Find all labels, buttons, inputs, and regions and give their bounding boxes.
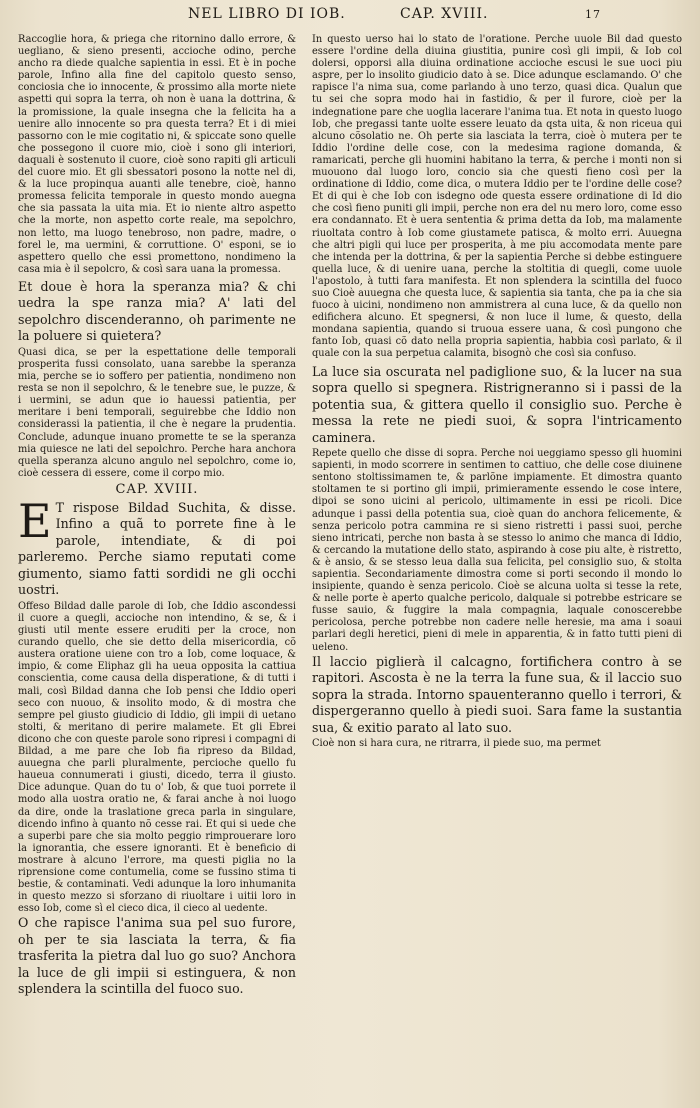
commentary-paragraph: In questo uerso hai lo stato de l'oratione. Perche uuole Bil dad questo essere l'ordine della diuina giustitia, punire così gli impii, & Iob col dolersi, opporsi alla diuina ordinatione accioche escusi le sue uoci piu aspre, per lo insolito giudicio dato à se. Dice adunque esclamando. O' che rapisce l'a nima sua, come parlando à uno terzo, quasi dica. Qualun que tu sei che sopra modo hai in fastidio, & per il furore, cioè per la indegnatione pare che uoglia lacerare l'anima tua. Et nota in questo luogo Iob, che pregassi tante uolte essere leuato da qsta uita, & non riceua qui alcuno cõsolatio ne. Oh perte sia lasciata la terra, cioè ò mutera per te Iddio l'ordine delle cose, con la medesima ragione domanda, & ramaricati, perche gli huomini habitano la terra, & perche i monti non si muouono dal luogo loro, concio sia che questi fieno così per la ordinatione di Iddio, come dica, o mutera Iddio per te l'ordine delle cose? Et di qui è che Iob con isdegno ode questa essere ordinatione di Id dio che così fieno puniti gli impii, perche non era del nu mero loro, come esso era condannato. Et è uera sententia & prima detta da Iob, ma malamente riuoltata contro à Iob come giustamete patisca, & molto erri. Auuegna che altri pigli qui luce per prosperita, à me piu accomodata mente pare che intenda per la dottrina, & per la sapientia Perche si debbe estinguere quella luce, & di uenire uana, perche la stoltitia di quegli, come uuole l'apostolo, à tutti fara manifesta. Et non splendera la scintilla del fuoco suo Cioè auuegna che questa luce, & sapientia sia tanta, che pa ia che sia fuoco à uicini, nondimeno non ammistrera al cuna luce, & da quello non edifichera alcuno. Et spegnersi, & non luce il lume, & questo, della mondana sapientia, quando si truoua essere uana, & così pungono che fanto Iob, quasi cõ dato nella propria sapientia, habbia così parlato, & il quale con la sua perpetua calamita, bisognò che così sia confuso. — [312, 34, 683, 360]
scripture-verse: Il laccio piglierà il calcagno, fortifichera contro à se rapitori. Ascosta è ne la terra la fune sua, & il laccio suo sopra la strada. Intorno spauenteranno quello i terrori, & dispergeranno quello à piedi suoi. Sara fame la sustantia sua, & exitio parato al lato suo. — [312, 653, 682, 735]
folio-number: 17 — [585, 8, 601, 21]
scripture-verse: O che rapisce l'anima sua pel suo furore, oh per te sia lasciata la terra, & fia trasferita la pietra dal luo go suo? Anchora la luce de gli impii si estinguera, & non splendera la scintilla del fuoco suo. — [18, 915, 296, 997]
commentary-paragraph: Raccoglie hora, & priega che ritornino dallo errore, & uegliano, & sieno presenti, accioche odino, perche ancho ra diede qualche sapientia in essi. Et è in poche parole, Infino alla fine del capitolo questo senso, conciosia che io innocente, & prossimo alla morte niete aspetti qui sopra la terra, oh non è uana la dottrina, & la promissione, la quale insegna che la felicita ha a uenire allo innocente so pra questa terra? Et i di miei passorno con le mie cogitatio ni, & spiccate sono quelle che possegono il cuore mio, cioè i sono gli interiori, daquali è sostenuto il cuore, cioè sono rapiti gli articuli del cuore mio. Et gli sbessatori posono la notte nel di, & la luce propinqua auanti alle tenebre, cioè, hanno promessa felicita temporale in questo mondo auegna che sia passata la uita mia. Et io niente altro aspetto che la morte, non aspetto corte reale, ma sepolchro, non letto, ma luogo tenebroso, non padre, madre, o forel le, ma uermini, & corruttione. O' esponi, se io aspettero quello che essi promettono, nondimeno la casa mia è il sepolcro, & così sara uana la promessa. — [18, 34, 296, 275]
left-column — [18, 34, 296, 998]
commentary-paragraph: Cioè non si hara cura, ne ritrarra, il piede suo, ma permet — [312, 738, 601, 750]
right-column — [312, 34, 682, 750]
commentary-paragraph: Repete quello che disse di sopra. Perche noi ueggiamo spesso gli huomini sapienti, in modo scorrere in sentimen to cattiuo, che delle cose diuinene sentono stoltissimamen te, & parlõne impiamente. Et dimostra quanto stoltamen te si portino gli impii, primieramente essendo le cose intere, dipoi se sono uicini al pericolo, ultimamente in essi pe ricoli. Dice adunque i passi della potentia sua, cioè quan do anchora felicemente, & senza pericolo potra cammina re si sieno ristretti i passi suoi, perche sieno intricati, perche non basta à se stesso lo animo che manca di Iddio, & cercando la mutatione dello stato, aspirando à cose piu alte, è ristretto, & è ansio, & se stesso leua dalla sua felicita, pel consiglio suo, & stolta sapientia. Secondariamente dimostra come si porti secondo il mondo lo insipiente, quando è senza pericolo. Cioè se alcuna uolta si tesse la rete, & nelle porte è aperto qualche pericolo, dalquale si potrebbe estricare se fusse sauio, & fuggire la mala compagnia, laquale conoscerebbe pericolosa, perche potrebbe non cadere nelle heresie, ma ama i soaui parlari degli heretici, pieni di mele in apparentia, & in fatto tutti pieni di ueleno. — [312, 448, 682, 653]
drop-cap-initial: E — [18, 493, 52, 548]
scripture-verse — [18, 493, 296, 599]
chapter-heading: CAP. XVIII. — [115, 481, 199, 497]
scripture-verse: La luce sia oscurata nel padiglione suo, & la lucer na sua sopra quello si spegnera. Ristrigneranno si i passi de la potentia sua, & gittera quello il consiglio suo. Perche è messa la rete ne piedi suoi, & sopra l'intricamento caminera. — [312, 363, 682, 445]
running-head-chapter: CAP. XVIII. — [400, 6, 489, 22]
commentary-paragraph: Offeso Bildad dalle parole di Iob, che Iddio ascondessi il cuore a quegli, accioche non intendino, & se, & i giusti util mente essere eruditi per la croce, non curando quello, che sie detto della misericordia, cõ austera oratione uiene con tro a Iob, come loquace, & impio, & come Eliphaz gli ha ueua opposita la cattiua conscientia, come causa della disperatione, & di tutti i mali, così Bildad danna che Iob pensi che Iddio operi seco con nuouo, & insolito modo, & di mostra che sempre pel giusto giudicio di Iddio, gli impii di uetano stolti, & meritano di perire malamete. Et gli Ebrei dicono che con queste parole sono ripresi i compagni di Bildad, a me pare che Iob fia ripreso da Bildad, auuegna che parli pluralmente, percioche quello fu haueua connumerati i giusti, dicedo, terra il giusto. Dice adunque. Quan do tu o' Iob, & que tuoi porrete il modo alla uostra oratio ne, & farai anche à noi luogo da dire, onde la traslatione greca parla in singulare, dicendo infino à quanto nõ cesse rai. Et qui si uede che a superbi pare che sia molto peggio rimprouerare loro la ignorantia, che essere ignoranti. Et è beneficio di mostrare à alcuno l'errore, ma questi piglia no la riprensione come contumelia, come se fussino stima ti bestie, & contaminati. Vedi adunque la loro inhumanita in questo mezzo si sforzano di riuoltare i uitii loro in esso Iob, come sì el cieco dica, il cieco al uedente. — [18, 600, 296, 915]
running-head-title: NEL LIBRO DI IOB. — [188, 6, 346, 22]
commentary-paragraph: Quasi dica, se per la espettatione delle temporali prosperita fussi consolato, uana sarebbe la speranza mia, perche se io soffero per patientia, nondimeno non resta se non il sepolchro, & le tenebre sue, le puzze, & i uermini, se adun que io hauessi patientia, per meritare i beni temporali, seguirebbe che Iddio non considerassi la patientia, il che è negare la prudentia. Conclude, adunque inuano promette te se la speranza mia quiesce ne lati del sepolchro. Perche hara anchora quella speranza alcuno angulo nel sepolchro, come io, cioè cessera di essere, come il corpo mio. — [18, 346, 296, 479]
scripture-verse-text: T rispose Bildad Suchita, & disse. Infino a quã to porrete fine à le parole, intendiate, & di poi parleremo. Perche siamo reputati come giumento, siamo fatti sordidi ne gli occhi uostri. — [18, 499, 296, 598]
running-head — [0, 2, 700, 32]
scripture-verse: Et doue è hora la speranza mia? & chi uedra la spe ranza mia? A' lati del sepolchro discenderanno, oh parimente ne la poluere si quietera? — [18, 278, 296, 344]
